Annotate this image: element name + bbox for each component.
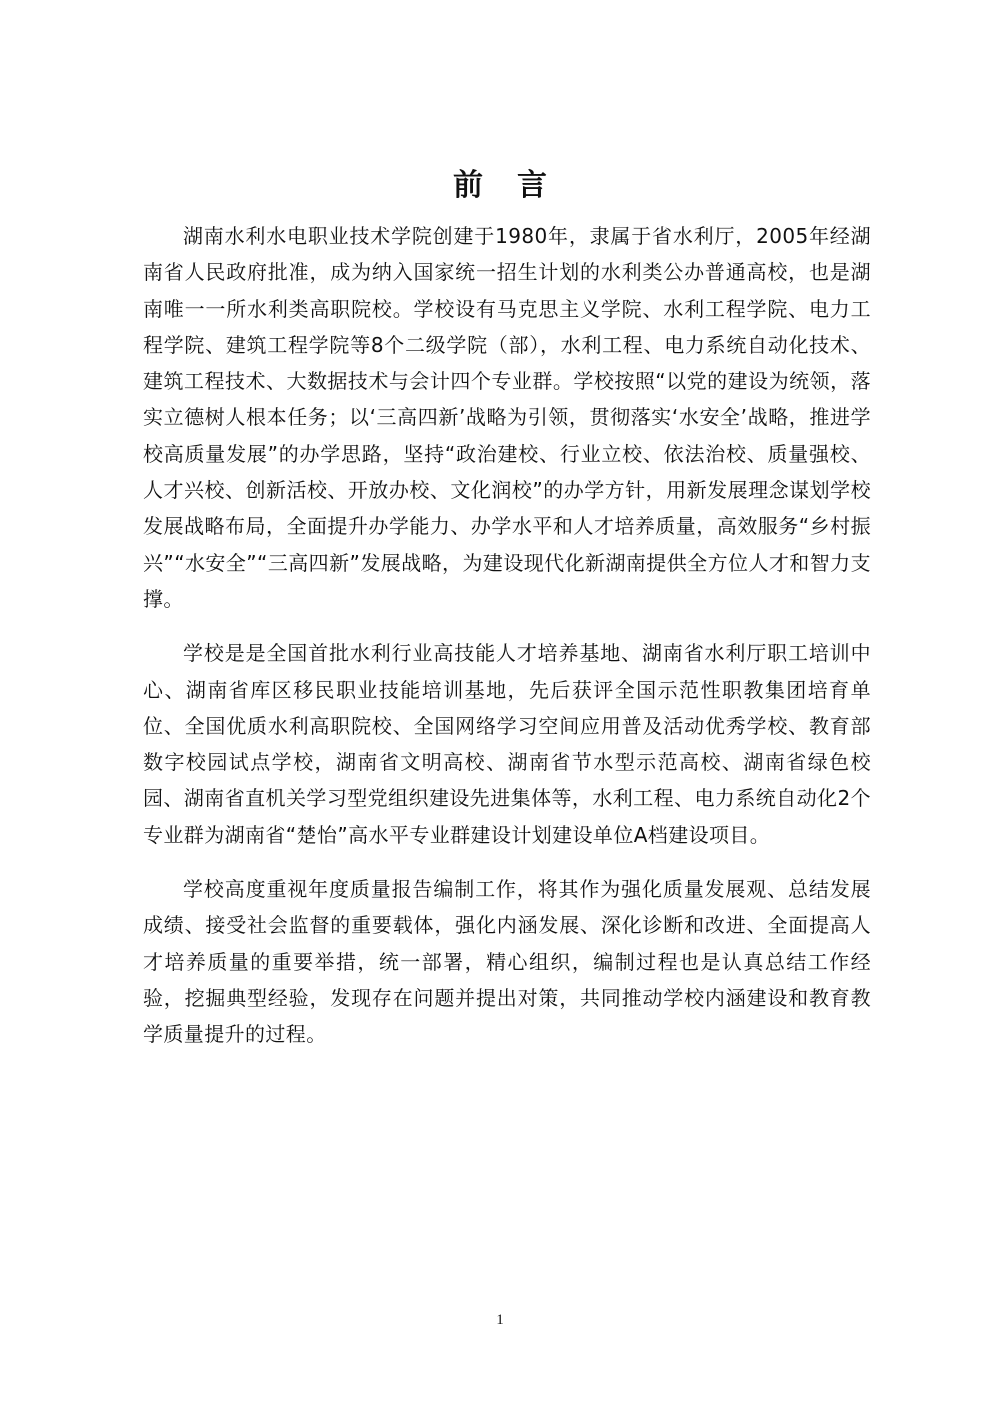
page-number: 1 bbox=[496, 1312, 504, 1328]
page-title: 前言 bbox=[453, 168, 581, 203]
paragraph-honors: 学校是是全国首批水利行业高技能人才培养基地、湖南省水利厅职工培训中心、湖南省库区移民职业技能培训基地，先后获评全国示范性职教集团培育单位、全国优质水利高职院校、全国网络学习空间应用普及活动优秀学校、教育部数字校园试点学校，湖南省文明高校、湖南省节水型示范高校、湖南省绿色校园、湖南省直机关学习型党组织建设先进集体等，水利工程、电力系统自动化2个专业群为湖南省“楚怡”高水平专业群建设计划建设单位A档建设项目。 bbox=[143, 641, 871, 847]
paragraph-report-purpose: 学校高度重视年度质量报告编制工作，将其作为强化质量发展观、总结发展成绩、接受社会监督的重要载体，强化内涵发展、深化诊断和改进、全面提高人才培养质量的重要举措，统一部署，精心组织，编制过程也是认真总结工作经验，挖掘典型经验，发现存在问题并提出对策，共同推动学校内涵建设和教育教学质量提升的过程。 bbox=[143, 877, 871, 1047]
paragraph-intro: 湖南水利水电职业技术学院创建于1980年，隶属于省水利厅，2005年经湖南省人民政府批准，成为纳入国家统一招生计划的水利类公办普通高校，也是湖南唯一一所水利类高职院校。学校设有马克思主义学院、水利工程学院、电力工程学院、建筑工程学院等8个二级学院（部），水利工程、电力系统自动化技术、建筑工程技术、大数据技术与会计四个专业群。学校按照“以党的建设为统领，落实立德树人根本任务；以‘三高四新’战略为引领，贯彻落实‘水安全’战略，推进学校高质量发展”的办学思路，坚持“政治建校、行业立校、依法治校、质量强校、人才兴校、创新活校、开放办校、文化润校”的办学方针，用新发展理念谋划学校发展战略布局，全面提升办学能力、办学水平和人才培养质量，高效服务“乡村振兴”“水安全”“三高四新”发展战略，为建设现代化新湖南提供全方位人才和智力支撑。 bbox=[143, 224, 871, 611]
body-text bbox=[143, 218, 871, 1071]
